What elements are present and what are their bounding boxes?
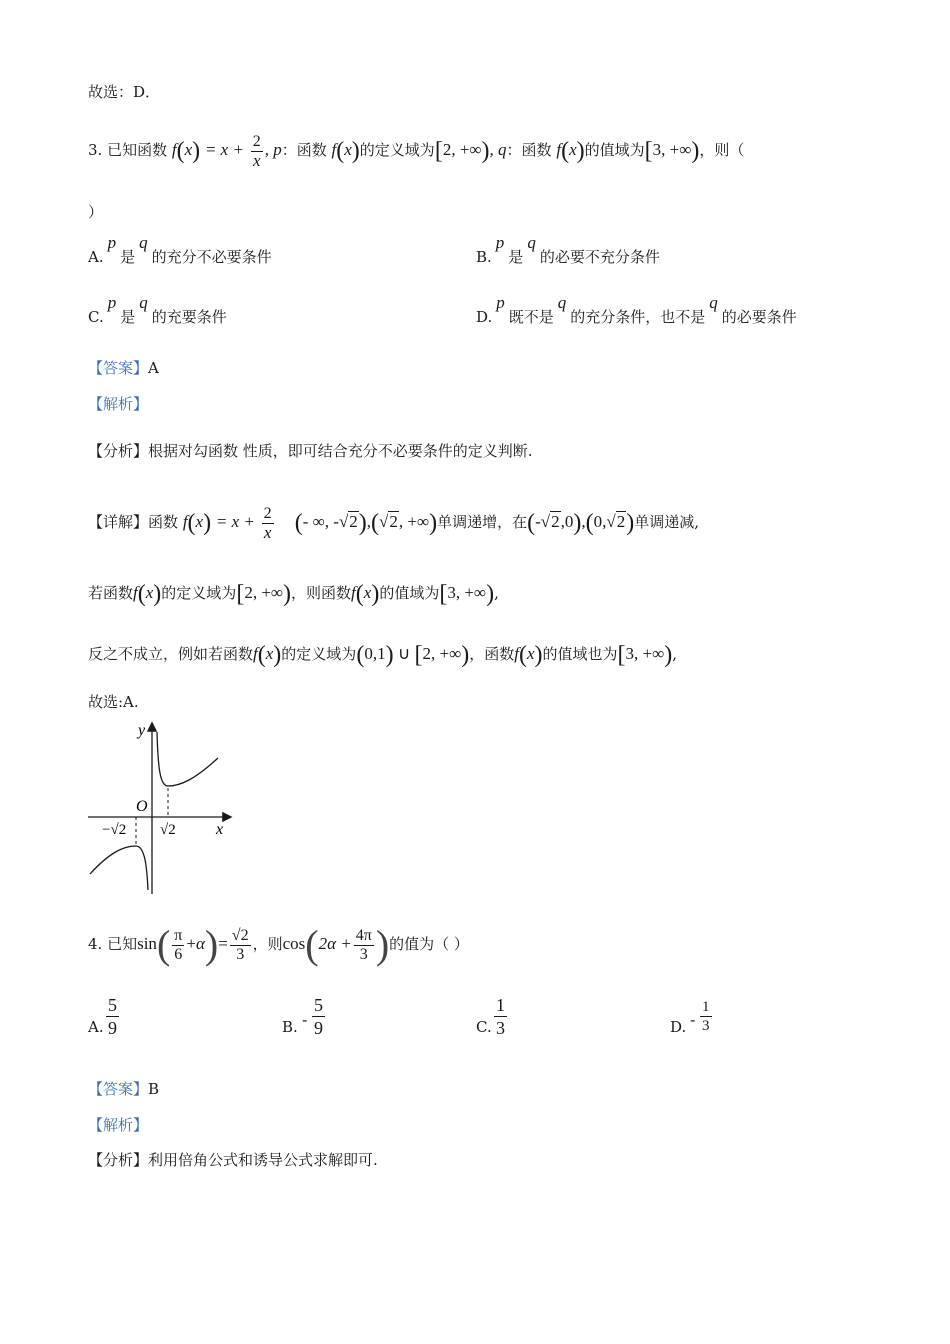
- q4-option-a-letter[interactable]: A.: [88, 1018, 104, 1036]
- fraction-2-over-x: $\frac{2}{x}$: [252, 132, 261, 170]
- neg-sqrt2-tick-label: −√2: [102, 822, 127, 838]
- q4-option-c-letter[interactable]: C.: [476, 1018, 492, 1036]
- x-axis-label: x: [216, 821, 224, 838]
- fenxi-line-4: 【分析】利用倍角公式和诱导公式求解即可.: [88, 1151, 378, 1169]
- detail-line-3c: 反之不成立，例如若函数f(x)的定义域为(0,1) ∪ [2, +∞)，函数f(x)的值域也为[3, +∞),: [88, 642, 678, 668]
- option-b[interactable]: B.p是q的必要不充分条件: [476, 233, 660, 266]
- answer-line-4: 【答案】B: [88, 1080, 160, 1098]
- previous-answer: 故选：D．: [88, 83, 161, 101]
- option-d[interactable]: D.p既不是q的充分条件，也不是q的必要条件: [476, 293, 797, 326]
- conclusion-3: 故选:A.: [88, 693, 139, 711]
- question-3-number: 3. 已知函数: [88, 141, 168, 159]
- answer-label: 【答案】: [88, 359, 149, 377]
- pos-sqrt2-tick-label: √2: [160, 822, 176, 838]
- q4-option-b-sign: -: [302, 1010, 308, 1029]
- function-graph: [84, 718, 244, 898]
- q4-option-c-value[interactable]: $\frac{1}{3}$: [496, 995, 505, 1038]
- origin-label: O: [136, 798, 148, 815]
- q4-option-d-sign: -: [690, 1010, 696, 1029]
- question-4-stem: 4. 已知sin( $\frac{\pi}{6}$ +α)= $\frac{√2}{3}$ ，则cos(2α + $\frac{4\pi}{3}$ )的值为（ ）: [88, 922, 469, 967]
- left-branch-curve: [90, 846, 148, 890]
- analysis-label-3: 【解析】: [88, 395, 149, 413]
- y-axis-label: y: [138, 722, 146, 739]
- detail-line-3: 【详解】函数 f(x) = x + $\frac{2}{x}$ (- ∞, -√2),(√2, +∞)单调递增，在(-√2,0),(0,√2)单调递减,: [88, 504, 699, 542]
- question-4-number: 4. 已知: [88, 935, 138, 953]
- detail-line-3b: 若函数f(x)的定义域为[2, +∞)，则函数f(x)的值域为[3, +∞),: [88, 581, 499, 607]
- q4-option-d-value[interactable]: $\frac{1}{3}$: [702, 999, 710, 1034]
- analysis-label-4: 【解析】: [88, 1116, 149, 1134]
- question-3-stem: 3. 已知函数 f(x) = x + $\frac{2}{x}$ , p：函数 f(x)的定义域为[2, +∞), q：函数 f(x)的值域为[3, +∞)，则（: [88, 132, 745, 170]
- right-branch-curve: [157, 732, 218, 786]
- q4-option-d-letter[interactable]: D.: [670, 1018, 687, 1036]
- question-3-close-paren: ）: [88, 203, 104, 221]
- answer-value: A: [148, 359, 159, 377]
- q4-option-a-value[interactable]: $\frac{5}{9}$: [108, 995, 117, 1038]
- fenxi-line-3: 【分析】根据对勾函数 性质，即可结合充分不必要条件的定义判断.: [88, 442, 533, 460]
- option-c[interactable]: C.p是q的充要条件: [88, 293, 227, 326]
- q4-option-b-letter[interactable]: B.: [282, 1018, 298, 1036]
- option-a[interactable]: A.p是q的充分不必要条件: [88, 233, 272, 266]
- answer-line-3: [88, 358, 159, 378]
- q4-option-b-value[interactable]: $\frac{5}{9}$: [314, 995, 323, 1038]
